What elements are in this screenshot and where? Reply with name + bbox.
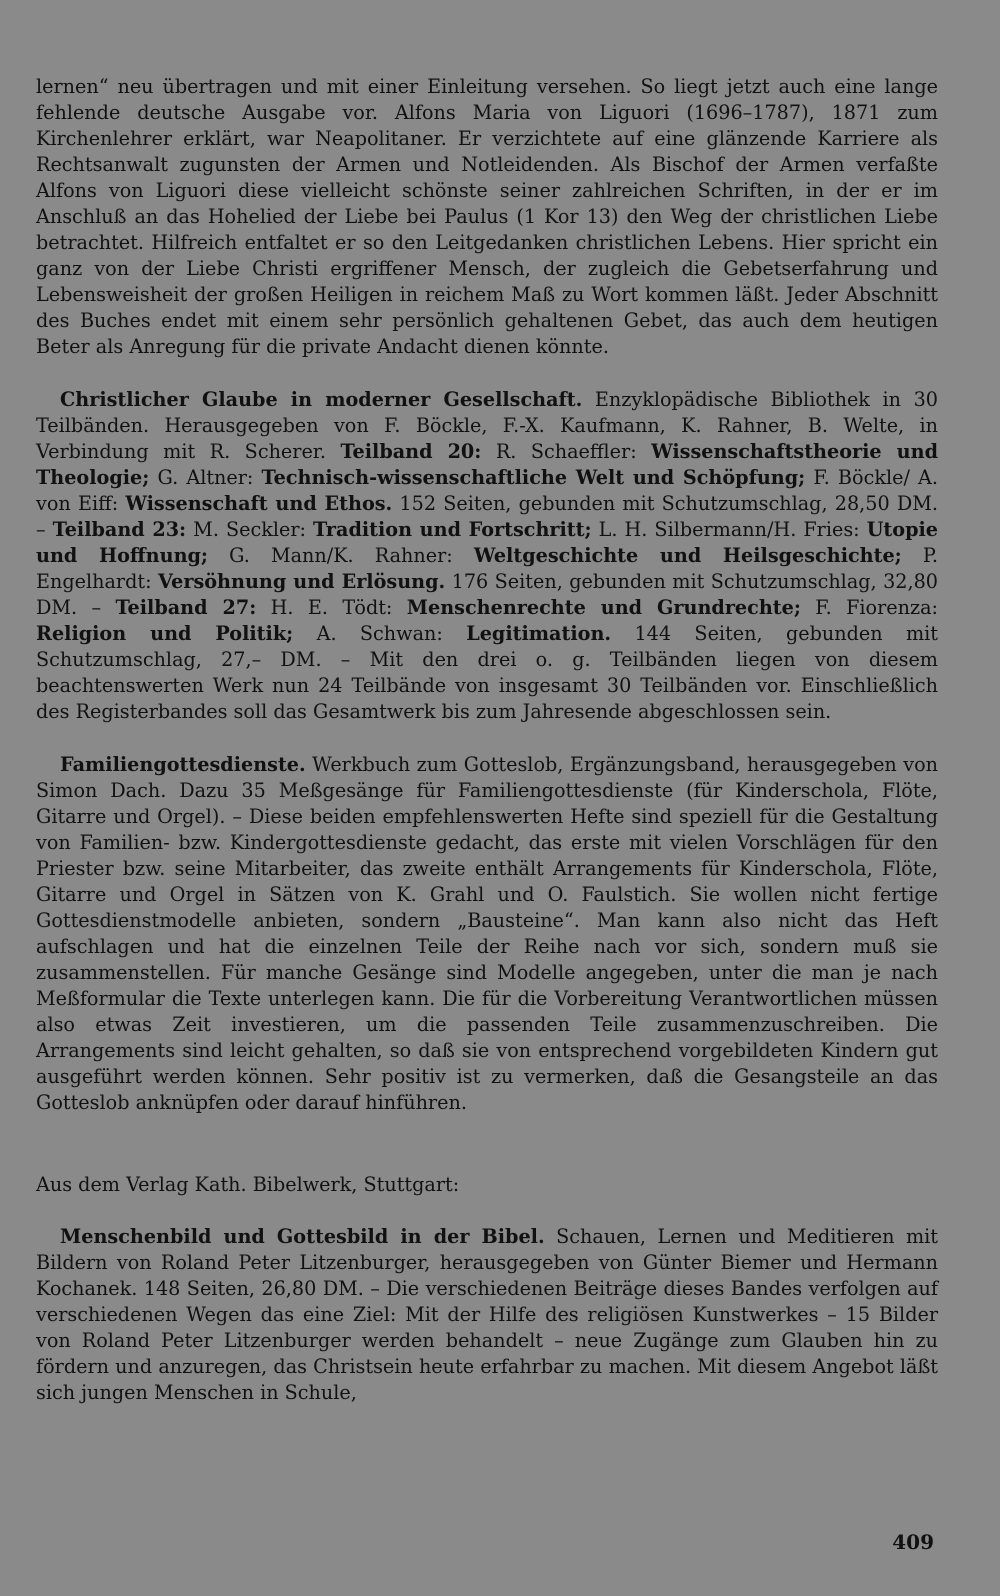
review-entry-christlicher-glaube: Christlicher Glaube in moderner Gesellschaft. Enzyklopädische Bibliothek in 30 Teilbänden. Herausgegeben von F. Böckle, F.-X. Kaufmann, K. Rahner, B. Welte, in Verbindung mit R. Scherer. Teilband 20: R. Schaeffler: Wissenschaftstheorie und Theologie; G. Altner: Technisch-wissenschaftliche Welt und Schöpfung; F. Böckle/ A. von Eiff: Wissenschaft und Ethos. 152 Seiten, gebunden mit Schutzumschlag, 28,50 DM. – Teilband 23: M. Seckler: Tradition und Fortschritt; L. H. Silbermann/H. Fries: Utopie und Hoffnung; G. Mann/K. Rahner: Weltgeschichte und Heilsgeschichte; P. Engelhardt: Versöhnung und Erlösung. 176 Seiten, gebunden mit Schutzumschlag, 32,80 DM. – Teilband 27: H. E. Tödt: Menschenrechte und Grundrechte; F. Fiorenza: Religion und Politik; A. Schwan: Legitimation. 144 Seiten, gebunden mit Schutzumschlag, 27,– DM. – Mit den drei o. g. Teilbänden liegen von diesem beachtenswerten Werk nun 24 Teilbände von insgesamt 30 Teilbänden vor. Einschließlich des Registerbandes soll das Gesamtwerk bis zum Jahresende abgeschlossen sein. [36, 388, 939, 723]
page-number: 409 [892, 1530, 934, 1554]
intro-paragraph: lernen“ neu übertragen und mit einer Einleitung versehen. So liegt jetzt auch eine lange fehlende deutsche Ausgabe vor. Alfons Maria von Liguori (1696–1787), 1871 zum Kirchenlehrer erklärt, war Neapolitaner. Er verzichtete auf eine glänzende Karriere als Rechtsanwalt zugunsten der Armen und Notleidenden. Als Bischof der Armen verfaßte Alfons von Liguori diese vielleicht schönste seiner zahlreichen Schriften, in der er im Anschluß an das Hohelied der Liebe bei Paulus (1 Kor 13) den Weg der christlichen Liebe betrachtet. Hilfreich entfaltet er so den Leitgedanken christlichen Lebens. Hier spricht ein ganz von der Liebe Christi ergriffener Mensch, der zugleich die Gebetserfahrung und Lebensweisheit der großen Heiligen in reichem Maß zu Wort kommen läßt. Jeder Abschnitt des Buches endet mit einem sehr persönlich gehaltenen Gebet, das auch dem heutigen Beter als Anregung für die private Andacht dienen könnte. [36, 75, 938, 358]
review-entry-menschenbild: Menschenbild und Gottesbild in der Bibel. Schauen, Lernen und Meditieren mit Bildern von Roland Peter Litzenburger, herausgegeben von Günter Biemer und Hermann Kochanek. 148 Seiten, 26,80 DM. – Die verschiedenen Beiträge dieses Bandes verfolgen auf verschiedenen Wegen das eine Ziel: Mit der Hilfe des religiösen Kunstwerkes – 15 Bilder von Roland Peter Litzenburger werden behandelt – neue Zugänge zum Glauben hin zu fördern und anzuregen, das Christsein heute erfahrbar zu machen. Mit diesem Angebot läßt sich jungen Menschen in Schule, [36, 1225, 938, 1404]
publisher-heading: Aus dem Verlag Kath. Bibelwerk, Stuttgart: [36, 1173, 460, 1196]
entry-title: Menschenbild und Gottesbild in der Bibel. [60, 1225, 545, 1248]
entry-title: Christlicher Glaube in moderner Gesellschaft. [60, 388, 583, 411]
page-text [36, 74, 938, 1406]
review-entry-familiengottesdienste: Familiengottesdienste. Werkbuch zum Gotteslob, Ergänzungsband, herausgegeben von Simon Dach. Dazu 35 Meßgesänge für Familiengottesdienste (für Kinderschola, Flöte, Gitarre und Orgel). – Diese beiden empfehlenswerten Hefte sind speziell für die Gestaltung von Familien- bzw. Kindergottesdienste gedacht, das erste mit vielen Vorschlägen für den Priester bzw. seine Mitarbeiter, das zweite enthält Arrangements für Kinderschola, Flöte, Gitarre und Orgel in Sätzen von K. Grahl und O. Faulstich. Sie wollen nicht fertige Gottesdienstmodelle anbieten, sondern „Bausteine“. Man kann also nicht das Heft aufschlagen und hat die einzelnen Teile der Reihe nach vor sich, sondern muß sie zusammenstellen. Für manche Gesänge sind Modelle angegeben, unter die man je nach Meßformular die Texte unterlegen kann. Die für die Vorbereitung Verantwortlichen müssen also etwas Zeit investieren, um die passenden Teile zusammenzuschreiben. Die Arrangements sind leicht gehalten, so daß sie von entsprechend vorgebildeten Kindern gut ausgeführt werden können. Sehr positiv ist zu vermerken, daß die Gesangsteile an das Gotteslob anknüpfen oder darauf hinführen. [36, 753, 938, 1114]
entry-title: Familiengottesdienste. [60, 753, 306, 776]
